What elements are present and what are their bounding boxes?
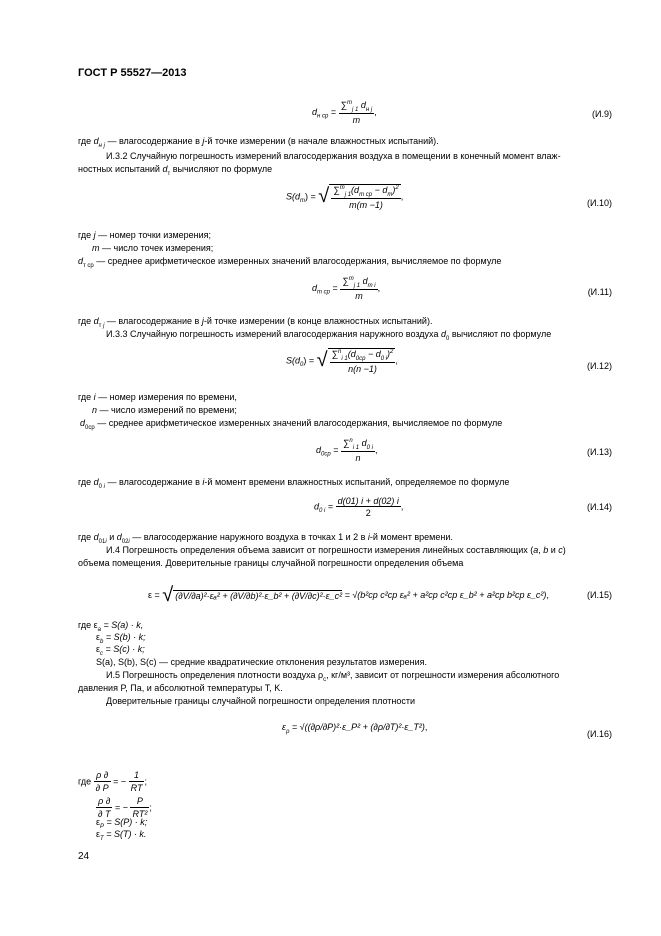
text-line: $d_{0ср}$ — среднее арифметическое измеренных значений влагосодержания, вычисляемое по формуле [80,418,503,431]
text-line: И.3.3 Случайную погрешность измерений влагосодержания наружного воздуха $d_0$ вычисляют по формуле [106,329,552,342]
formula-i10: $S(d_т)$ = √ $\frac{\sum^m_{j 1}(d_{т ср} - d_т)^2}{m(m -1)}$ , [286,185,404,210]
formula-i13: $d_{0ср}$ = $\frac{\sum^n_{i 1} d_{0 i}}{n}$ , [316,438,378,463]
text-line: ностных испытаний $d_т$ вычисляют по формуле [78,164,273,177]
text-line: $\varepsilon_c = S(c) \cdot k$; [96,644,145,657]
text-line: где $\varepsilon_a = S(a) \cdot k$, [78,620,144,633]
formula-number-i16: (И.16) [587,729,612,739]
formula-number-i12: (И.12) [587,361,612,371]
text-line: n — число измерений по времени; [92,405,237,415]
text-line: $\frac{\rho \partial}{\partial T}$ = − $\frac{P}{\text{RT²}}$ ; [98,796,152,819]
text-line: где $d_{0 i}$ — влагосодержание в i-й момент времени влажностных испытаний, определяемое по формуле [78,477,510,490]
formula-i16: $\varepsilon_\rho$ = √((∂ρ/∂P)²·ε_P² + (∂ρ/∂T)²·ε_T²), [282,722,428,735]
text-line: $d_{т ср}$ — среднее арифметическое измеренных значений влагосодержания, вычисляемое по формуле [78,256,502,269]
formula-i14: $d_{0 i}$ = $\frac{d(01) i + d(02) i}{2}$ , [314,496,404,518]
text-line: И.4 Погрешность определения объема зависит от погрешности измерения линейных составляющих (a, b и c) [106,545,566,555]
text-line: где i — номер измерения по времени, [78,392,237,402]
formula-number-i13: (И.13) [587,447,612,457]
formula-number-i15: (И.15) [587,590,612,600]
text-line: где $d_{01i}$ и $d_{02i}$ — влагосодержание наружного воздуха в точках 1 и 2 в i-й момент времени. [78,532,453,545]
text-line: давления P, Па, и абсолютной температуры T, K. [78,683,283,693]
formula-number-i11: (И.11) [587,287,612,297]
page-number: 24 [78,851,90,862]
text-line: $\varepsilon_T = S(T) \cdot k$. [96,829,147,842]
text-line: $\varepsilon_b = S(b) \cdot k$; [96,632,146,645]
formula-i15: ε = √ (∂V/∂a)²·εₐ² + (∂V/∂b)²·ε_b² + (∂V/∂c)²·ε_c² = √(b²ср c²ср εₐ² + a²ср c²ср ε_b² + a²ср b²ср ε_c²), [148,584,549,606]
formula-i11: $d_{т ср}$ = $\frac{\sum^m_{j 1} d_{т i}}{m}$ , [312,276,381,301]
text-line: И.3.2 Случайную погрешность измерений влагосодержания воздуха в помещении в конечный момент влаж- [106,151,561,161]
formula-number-i10: (И.10) [587,198,612,208]
text-line: где j — номер точки измерения; [78,230,212,240]
formula-i9: $d_{н ср}$ = $\frac{\sum^m_{j 1} d_{н j}}{m}$ , [312,100,377,125]
formula-number-i14: (И.14) [587,502,612,512]
formula-i12: $S(d_0)$ = √ $\frac{\sum^n_{i 1}(d_{0ср} - d_{0 i})^2}{n(n -1)}$ , [286,349,398,374]
text-line: где $d_{н j}$ — влагосодержание в j-й точке измерении (в начале влажностных испытаний). [78,136,439,149]
text-line: где $\frac{\rho \partial}{\partial P}$ = − $\frac{1}{RT}$ ; [78,770,147,793]
text-line: $\varepsilon_P = S(P) \cdot k$; [96,817,148,830]
text-line: m — число точек измерения; [92,243,214,253]
document-header: ГОСТ Р 55527—2013 [78,67,187,79]
text-line: где $d_{т j}$ — влагосодержание в j-й точке измерении (в конце влажностных испытаний). [78,316,433,329]
formula-number-i9: (И.9) [592,109,612,119]
text-line: Доверительные границы случайной погрешности определения плотности [106,696,416,706]
text-line: S(a), S(b), S(c) — средние квадратические отклонения результатов измерения. [96,657,427,667]
text-line: объема помещения. Доверительные границы случайной погрешности определения объема [78,558,464,568]
text-line: И.5 Погрешность определения плотности воздуха $\rho_с$, кг/м³, зависит от погрешности измерения абсолютного [106,670,560,683]
